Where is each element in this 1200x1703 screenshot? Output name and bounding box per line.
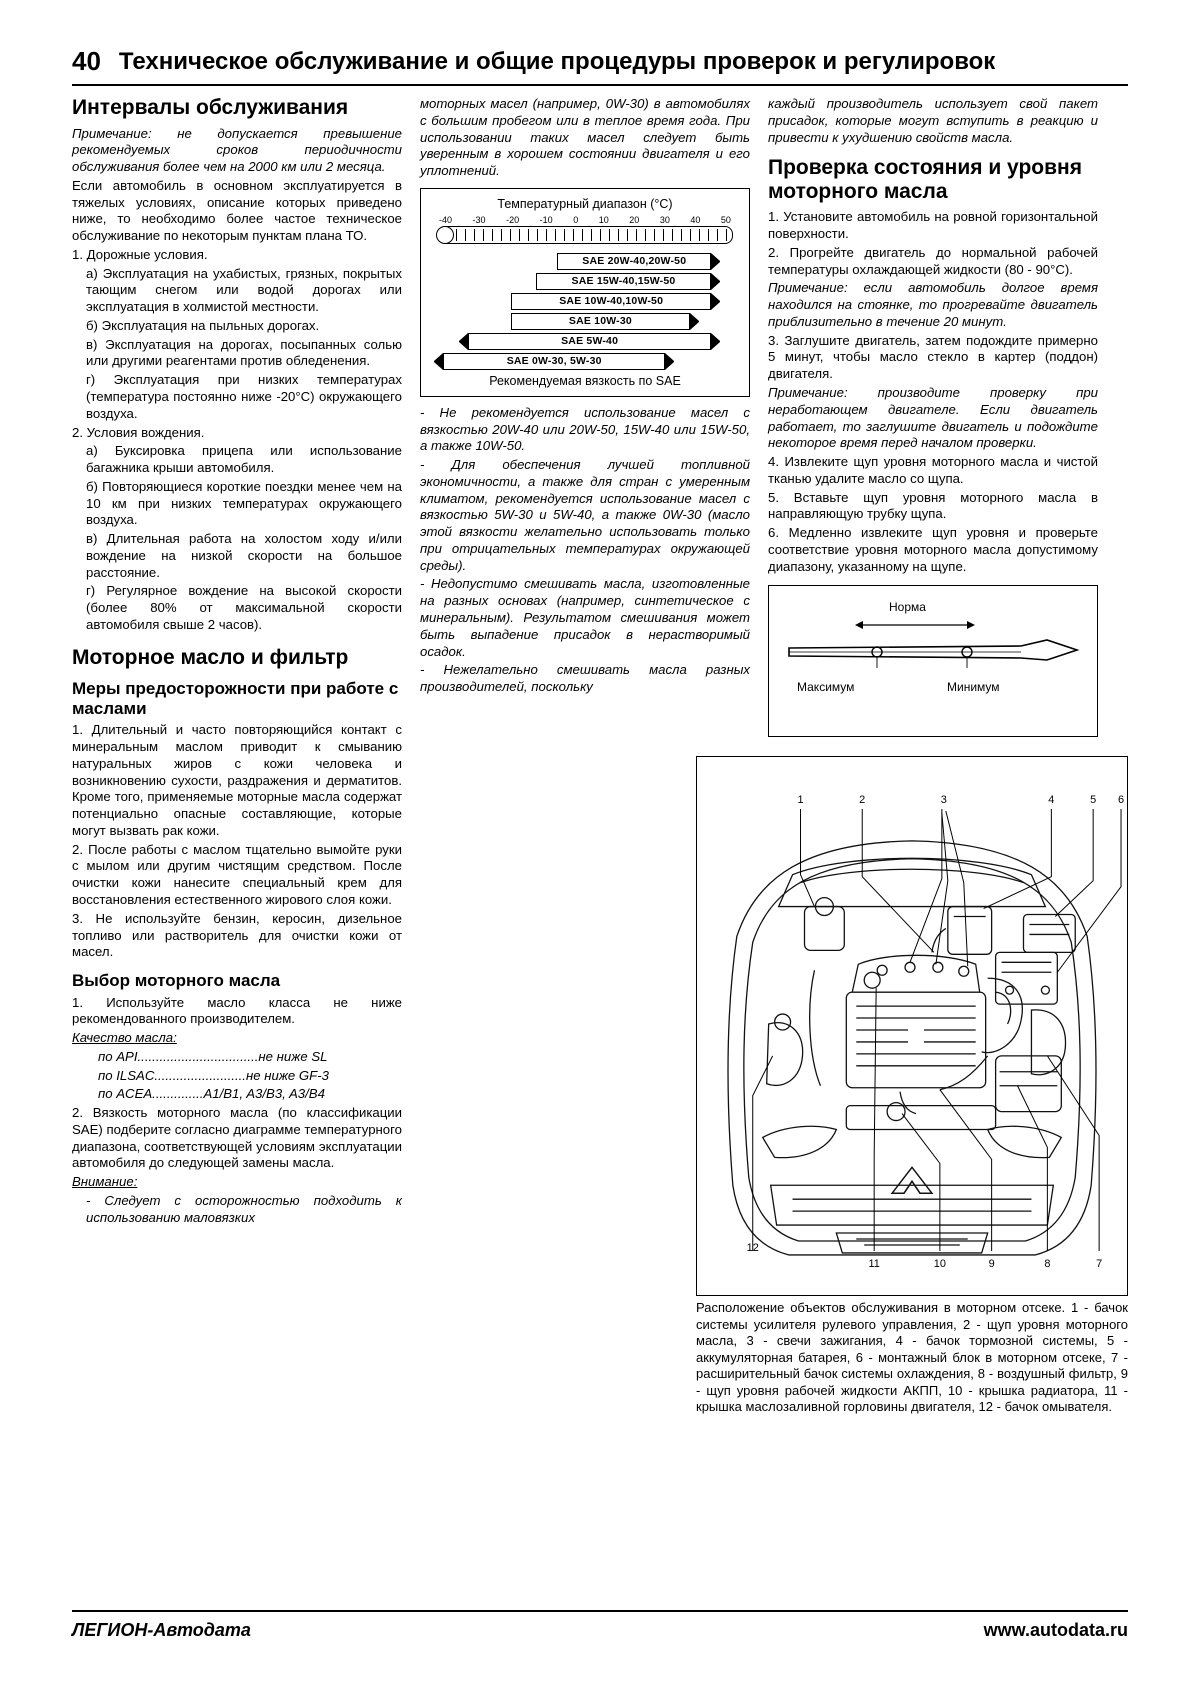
svg-text:9: 9 bbox=[988, 1257, 995, 1270]
sae-bar-list bbox=[431, 253, 739, 370]
sae-bar-arrow-left bbox=[434, 353, 443, 370]
tick: -30 bbox=[472, 214, 486, 225]
figure-caption-sae: Рекомендуемая вязкость по SAE bbox=[489, 373, 681, 388]
note-interval: Примечание: не допускается превышение рекомендуемых сроков периодичности обслуживания более чем на 2000 км или 2 месяца. bbox=[72, 125, 402, 175]
para-20: 2. Вязкость моторного масла (по классификации SAE) подберите согласно диаграмме температурного диапазона, соответствующей условиям эксплуатации автомобиля до следующей замены масла. bbox=[72, 1105, 402, 1171]
engine-bay-drawing bbox=[697, 757, 1127, 1295]
subheading-precautions: Меры предосторожности при работе с маслами bbox=[72, 679, 399, 718]
temperature-scale bbox=[433, 215, 737, 249]
para-14: 3. Не используйте бензин, керосин, дизельное топливо или растворитель для очистки кожи от масел. bbox=[72, 910, 402, 960]
para-2: 1. Дорожные условия. bbox=[72, 246, 208, 262]
para-c2-1: моторных масел (например, 0W-30) в автомобилях с большим пробегом или в теплое время года. При использовании таких масел следует быть уверенным в хорошем состоянии двигателя и его уплотнений. bbox=[420, 96, 750, 179]
para-c3-1: каждый производитель использует свой пакет присадок, которые могут вступить в реакцию и привести к ухудшению свойств масла. bbox=[768, 96, 1098, 145]
tick: -20 bbox=[506, 214, 520, 225]
para-c3-7: 6. Медленно извлеките щуп уровня и проверьте соответствие уровня моторного масла допустимому диапазону, указанному на щупе. bbox=[768, 525, 1098, 574]
svg-text:8: 8 bbox=[1044, 1257, 1051, 1270]
spec-api: по API.................................не ниже SL bbox=[98, 1048, 328, 1064]
svg-text:4: 4 bbox=[1048, 794, 1055, 807]
sae-bar-label: SAE 0W-30, 5W-30 bbox=[506, 354, 602, 367]
dipstick-label-max: Максимум bbox=[797, 680, 855, 695]
sae-bar bbox=[431, 293, 739, 310]
para-4: б) Эксплуатация на пыльных дорогах. bbox=[86, 317, 320, 333]
figure-title-temp-range: Температурный диапазон (°C) bbox=[497, 196, 673, 211]
sae-bar-arrow-right bbox=[690, 313, 699, 330]
para-8: а) Буксировка прицепа или использование багажника крыши автомобиля. bbox=[86, 443, 402, 476]
para-7: 2. Условия вождения. bbox=[72, 424, 205, 440]
publisher-brand: ЛЕГИОН-Автодата bbox=[72, 1620, 251, 1640]
svg-text:6: 6 bbox=[1117, 794, 1125, 807]
tick: -40 bbox=[439, 214, 453, 225]
para-6: г) Эксплуатация при низких температурах (температура постоянно ниже -20°C) окружающего воздуха. bbox=[86, 372, 402, 421]
para-c2-4: - Недопустимо смешивать масла, изготовленные на разных основах (например, синтетическое с минеральным). Результатом смешивания может быть выпадение присадок в нерастворимый осадок. bbox=[420, 576, 750, 659]
para-c3-2: 1. Установите автомобиль на ровной горизонтальной поверхности. bbox=[768, 209, 1098, 242]
column-left bbox=[72, 96, 402, 1229]
svg-text:11: 11 bbox=[868, 1257, 880, 1270]
sae-bar-body bbox=[536, 273, 712, 290]
sae-bar-label: SAE 10W-40,10W-50 bbox=[559, 294, 664, 307]
para-9: б) Повторяющиеся короткие поездки менее чем на 10 км при низких температурах окружающего воздуха. bbox=[86, 478, 402, 528]
sae-bar-label: SAE 10W-30 bbox=[568, 314, 632, 327]
svg-text:7: 7 bbox=[1096, 1257, 1103, 1270]
para-c2-2: - Не рекомендуется использование масел с вязкостью 20W-40 или 20W-50, 15W-40 или 15W-50, а также 10W-50. bbox=[420, 404, 750, 454]
sae-bar-arrow-left bbox=[459, 333, 468, 350]
section-heading-service-intervals: Интервалы обслуживания bbox=[72, 96, 349, 119]
page-number: 40 bbox=[72, 46, 101, 76]
column-middle bbox=[420, 96, 750, 698]
sae-bar bbox=[431, 313, 739, 330]
para-c3-5: 4. Извлеките щуп уровня моторного масла и чистой тканью удалите масло со щупа. bbox=[768, 454, 1098, 486]
svg-text:2: 2 bbox=[859, 794, 866, 807]
svg-text:12: 12 bbox=[746, 1241, 759, 1254]
tick: -10 bbox=[539, 214, 553, 225]
svg-text:10: 10 bbox=[933, 1257, 946, 1270]
column-right bbox=[768, 96, 1098, 737]
svg-text:1: 1 bbox=[797, 794, 804, 807]
dipstick-range-arrow bbox=[855, 620, 975, 630]
para-c3-6: 5. Вставьте щуп уровня моторного масла в направляющую трубку щупа. bbox=[768, 489, 1098, 522]
note-c3-1: Примечание: если автомобиль долгое время находился на стоянке, то прогревайте двигатель приблизительно в течение 20 минут. bbox=[768, 280, 1098, 329]
sae-bar bbox=[431, 333, 739, 350]
thermometer-bulb bbox=[436, 226, 454, 244]
tick: 0 bbox=[573, 214, 579, 225]
para-c3-3: 2. Прогрейте двигатель до нормальной рабочей температуры охлаждающей жидкости (80 - 90°C). bbox=[768, 244, 1098, 277]
section-heading-engine-oil: Моторное масло и фильтр bbox=[72, 645, 349, 669]
tick: 30 bbox=[659, 214, 670, 225]
sae-bar-arrow-right bbox=[665, 353, 674, 370]
para-10: в) Длительная работа на холостом ходу и/или вождение на низкой скорости на большое расстояние. bbox=[86, 531, 402, 580]
sae-bar-body bbox=[511, 293, 711, 310]
thermometer-icon bbox=[437, 226, 733, 244]
sae-bar-arrow-right bbox=[711, 333, 720, 350]
label-warning: Внимание: bbox=[72, 1174, 138, 1190]
website-url[interactable]: www.autodata.ru bbox=[983, 1620, 1128, 1640]
sae-bar bbox=[431, 273, 739, 290]
subheading-oil-choice: Выбор моторного масла bbox=[72, 971, 281, 991]
header-divider bbox=[72, 84, 1128, 86]
svg-text:3: 3 bbox=[940, 794, 947, 807]
dipstick-label-min: Минимум bbox=[947, 680, 1000, 695]
tick: 10 bbox=[598, 214, 609, 225]
para-c2-5: - Нежелательно смешивать масла разных производителей, поскольку bbox=[420, 662, 750, 695]
para-3: а) Эксплуатация на ухабистых, грязных, покрытых тающим снегом или водой дорогах или эксплуатация в холмистой местности. bbox=[86, 265, 402, 315]
para-15: 1. Используйте масло класса не ниже рекомендованного производителем. bbox=[72, 994, 402, 1027]
dipstick-drawing bbox=[785, 638, 1081, 668]
sae-bar-body bbox=[557, 253, 711, 270]
engine-bay-figure bbox=[696, 756, 1128, 1296]
sae-bar-arrow-right bbox=[711, 293, 720, 310]
para-13: 2. После работы с маслом тщательно вымойте руки с мылом или другим чистящим средством. После очистки кожи нанесите специальный крем для восстановления естественного жирового слоя кожи. bbox=[72, 841, 402, 907]
tick: 40 bbox=[690, 214, 701, 225]
para-11: г) Регулярное вождение на высокой скорости (более 80% от максимальной скорости автомобиля свыше 2 часов). bbox=[86, 583, 402, 632]
sae-bar-arrow-right bbox=[711, 273, 720, 290]
para-1: Если автомобиль в основном эксплуатируется в тяжелых условиях, описание которых приведено ниже, то необходимо более частое техническое обслуживание по некоторым пунктам плана ТО. bbox=[72, 177, 402, 244]
label-oil-quality: Качество масла: bbox=[72, 1030, 177, 1046]
sae-bar-body bbox=[443, 353, 665, 370]
page-title: Техническое обслуживание и общие процедуры проверок и регулировок bbox=[118, 48, 996, 75]
footer-divider bbox=[72, 1610, 1128, 1612]
page-header bbox=[72, 48, 1128, 74]
sae-viscosity-figure bbox=[420, 188, 750, 397]
sae-bar-arrow-right bbox=[711, 253, 720, 270]
spec-acea: по ACEA..............A1/B1, A3/B3, A3/B4 bbox=[98, 1086, 325, 1102]
sae-bar-label: SAE 15W-40,15W-50 bbox=[571, 274, 676, 287]
tick: 20 bbox=[629, 214, 640, 225]
thermometer-graduations bbox=[456, 229, 728, 241]
spec-ilsac: по ILSAC.........................не ниже GF-3 bbox=[98, 1067, 329, 1083]
svg-text:5: 5 bbox=[1090, 794, 1097, 807]
dipstick-label-norma: Норма bbox=[889, 600, 926, 615]
sae-bar bbox=[431, 253, 739, 270]
para-c3-4: 3. Заглушите двигатель, затем подождите примерно 5 минут, чтобы масло стекло в картер (поддон) двигателя. bbox=[768, 332, 1098, 382]
page-footer bbox=[72, 1620, 1128, 1641]
sae-bar-body bbox=[511, 313, 690, 330]
dipstick-figure bbox=[768, 585, 1098, 737]
note-c3-2: Примечание: производите проверку при неработающем двигателе. Если двигатель работает, то заглушите двигатель и подождите некоторое время перед началом проверки. bbox=[768, 384, 1098, 451]
sae-bar bbox=[431, 353, 739, 370]
tick: 50 bbox=[720, 214, 731, 225]
para-12: 1. Длительный и часто повторяющийся контакт с минеральным маслом приводит к смыванию натуральных жиров с кожи человека и возникновению сухости, раздражения и дерматитов. Кроме того, применяемые моторные масла содержат потенциально опасные составляющие, которые могут вызвать рак кожи. bbox=[72, 722, 402, 838]
sae-bar-label: SAE 5W-40 bbox=[561, 334, 619, 347]
para-22: - Следует с осторожностью подходить к использованию маловязких bbox=[86, 1193, 402, 1225]
section-heading-oil-check: Проверка состояния и уровня моторного масла bbox=[768, 156, 1082, 203]
para-c2-3: - Для обеспечения лучшей топливной экономичности, а также для стран с умеренным климатом, рекомендуется использование масел с вязкостью 5W-30 и 5W-40, а также 0W-30 (масло этой вязкости желательно использовать только при отрицательных температурах окружающей среды). bbox=[420, 457, 750, 573]
sae-bar-body bbox=[468, 333, 711, 350]
scale-ticks bbox=[433, 215, 737, 225]
para-5: в) Эксплуатация на дорогах, посыпанных солью или другими реагентами против обледенения. bbox=[86, 336, 402, 369]
sae-bar-label: SAE 20W-40,20W-50 bbox=[582, 254, 687, 267]
engine-bay-caption: Расположение объектов обслуживания в моторном отсеке. 1 - бачок системы усилителя рулевого управления, 2 - щуп уровня моторного масла, 3 - свечи зажигания, 4 - бачок тормозной системы, 5 - аккумуляторная батарея, 6 - монтажный блок в моторном отсеке, 7 - расширительный бачок системы охлаждения, 8 - воздушный фильтр, 9 - щуп уровня рабочей жидкости АКПП, 10 - крышка радиатора, 11 - крышка маслозаливной горловины двигателя, 12 - бачок омывателя. bbox=[696, 1300, 1128, 1414]
